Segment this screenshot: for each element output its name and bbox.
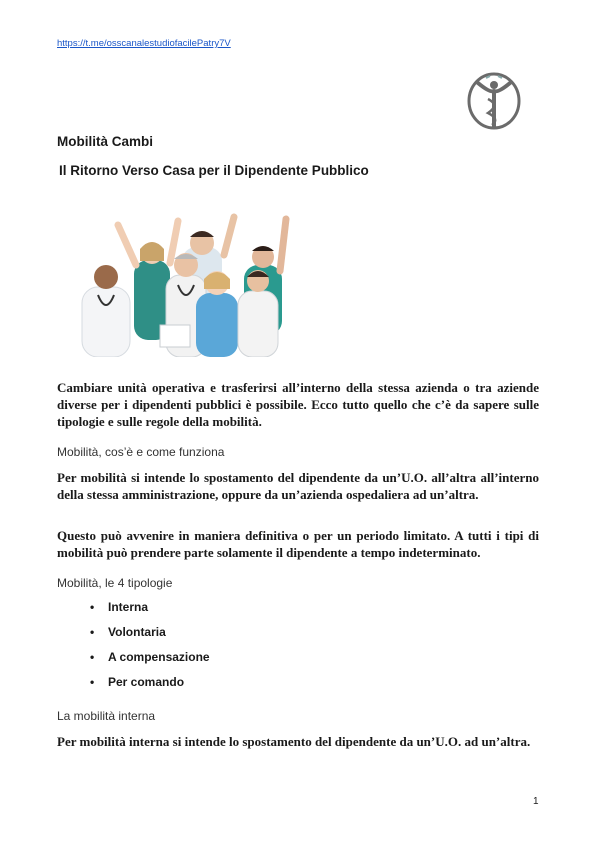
list-item [90, 625, 210, 650]
list-item-label: Per comando [108, 675, 185, 689]
list-item [90, 675, 210, 700]
bullet-dot-icon: • [90, 650, 95, 664]
doc-title: Mobilità Cambi [57, 134, 154, 149]
paragraph-interna: Per mobilità interna si intende lo spostamento del dipendente da un’U.O. ad un’altra. [57, 734, 531, 749]
list-item-label: Interna [108, 600, 149, 614]
list-item [90, 600, 210, 625]
list-item-label: A compensazione [108, 650, 210, 664]
healthcare-team-photo [74, 205, 308, 357]
caduceus-logo-icon [466, 69, 522, 131]
list-item-label: Volontaria [108, 625, 166, 639]
section-heading-mobilita: Mobilità, cos’è e come funziona [57, 445, 225, 459]
section-heading-tipologie: Mobilità, le 4 tipologie [57, 576, 173, 590]
doc-subtitle: Il Ritorno Verso Casa per il Dipendente Pubblico [59, 163, 369, 178]
telegram-link[interactable]: https://t.me/osscanalestudiofacilePatry7V [57, 38, 231, 49]
paragraph-definition: Per mobilità si intende lo spostamento del dipendente da un’U.O. all’altra all’interno della stessa amministrazione, oppure da un’azienda ospedaliera ad un’altra. [57, 470, 539, 502]
paragraph-duration: Questo può avvenire in maniera definitiva o per un periodo limitato. A tutti i tipi di mobilità può prendere parte solamente il dipendente a tempo indeterminato. [57, 528, 539, 560]
bullet-dot-icon: • [90, 600, 95, 614]
list-item [90, 650, 210, 675]
intro-paragraph: Cambiare unità operativa e trasferirsi all’interno della stessa azienda o tra aziende diverse per i dipendenti pubblici è possibile. Ecco tutto quello che c’è da sapere sulle tipologie e sulle regole della mobilità. [57, 380, 539, 429]
bullet-dot-icon: • [90, 625, 95, 639]
bullet-dot-icon: • [90, 675, 95, 689]
section-heading-interna: La mobilità interna [57, 709, 156, 723]
tipologie-list [90, 600, 210, 700]
page-number: 1 [533, 796, 539, 807]
